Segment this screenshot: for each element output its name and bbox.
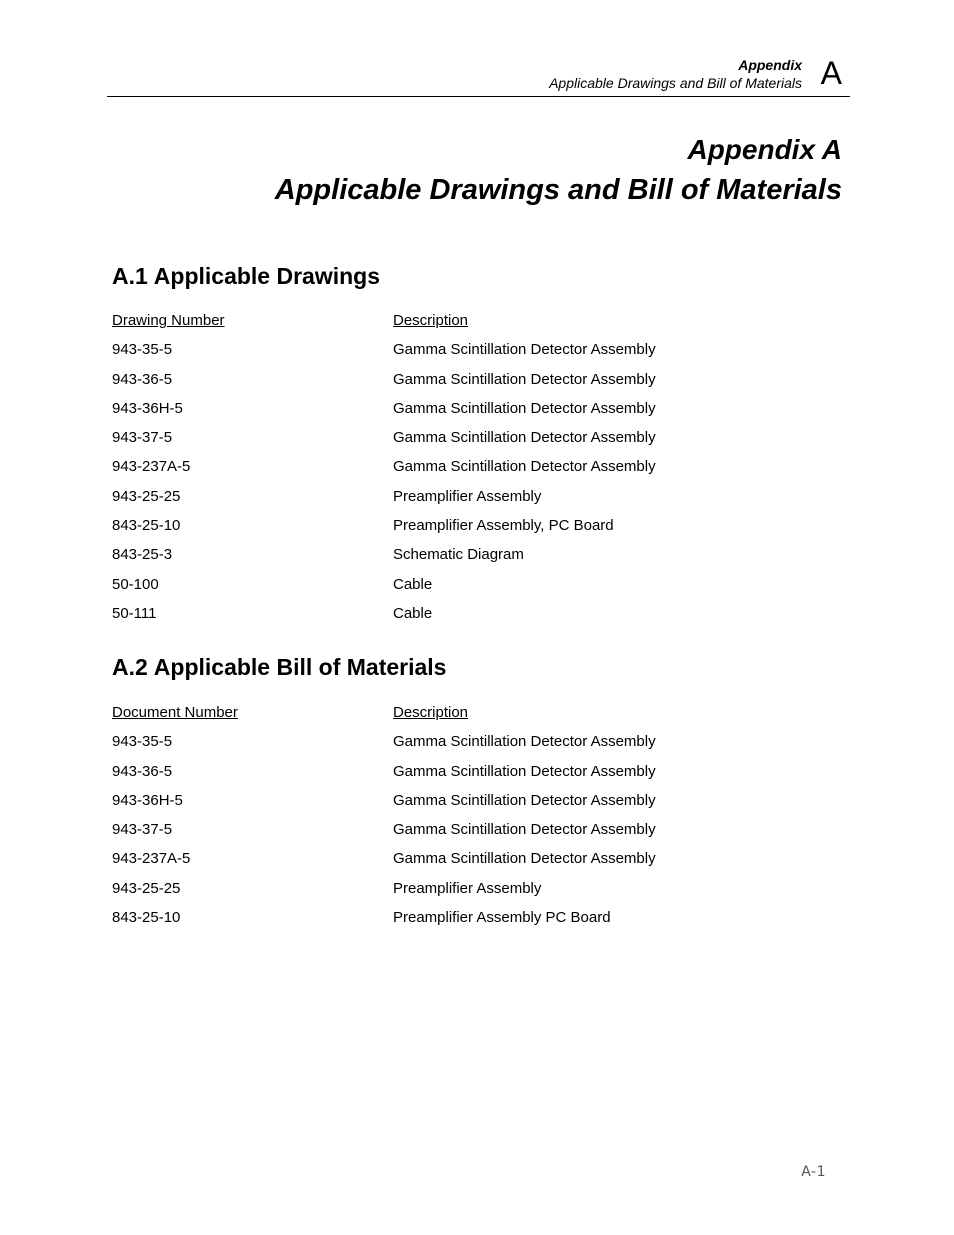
running-header bbox=[107, 54, 850, 97]
running-header-label: Appendix bbox=[738, 57, 802, 73]
table-row bbox=[112, 516, 812, 545]
document-number-cell: 843-25-10 bbox=[112, 517, 181, 535]
description-cell: Gamma Scintillation Detector Assembly bbox=[393, 341, 656, 359]
table-row bbox=[112, 340, 812, 369]
drawings-table-body bbox=[112, 340, 812, 633]
description-cell: Gamma Scintillation Detector Assembly bbox=[393, 370, 656, 388]
table-row bbox=[112, 849, 812, 878]
table-row bbox=[112, 575, 812, 604]
document-number-cell: 943-37-5 bbox=[112, 429, 173, 447]
document-number-cell: 50-111 bbox=[112, 604, 157, 622]
table-row bbox=[112, 545, 812, 574]
description-cell: Cable bbox=[393, 575, 433, 593]
bill-of-materials-table bbox=[112, 703, 812, 937]
section-heading-bill-of-materials bbox=[112, 652, 446, 682]
document-number-cell: 943-35-5 bbox=[112, 733, 173, 751]
table-row bbox=[112, 370, 812, 399]
appendix-letter: A bbox=[820, 55, 842, 91]
description-cell: Preamplifier Assembly bbox=[393, 879, 542, 897]
table-header-row bbox=[112, 311, 812, 340]
document-number-cell: 943-36H-5 bbox=[112, 399, 183, 417]
column-header-description: Description bbox=[393, 704, 469, 721]
description-cell: Preamplifier Assembly, PC Board bbox=[393, 517, 614, 535]
table-row bbox=[112, 879, 812, 908]
column-header-number: Document Number bbox=[112, 704, 238, 721]
table-row bbox=[112, 908, 812, 937]
description-cell: Gamma Scintillation Detector Assembly bbox=[393, 762, 656, 780]
document-number-cell: 943-37-5 bbox=[112, 821, 173, 839]
table-row bbox=[112, 820, 812, 849]
section-title: Applicable Bill of Materials bbox=[153, 654, 447, 680]
description-cell: Preamplifier Assembly PC Board bbox=[393, 909, 611, 927]
document-number-cell: 943-36H-5 bbox=[112, 791, 183, 809]
column-header-description: Description bbox=[393, 312, 469, 329]
document-number-cell: 943-25-25 bbox=[112, 879, 181, 897]
page-number: A-1 bbox=[801, 1164, 826, 1180]
table-row bbox=[112, 732, 812, 761]
description-cell: Gamma Scintillation Detector Assembly bbox=[393, 429, 656, 447]
document-number-cell: 943-36-5 bbox=[112, 762, 173, 780]
page-title-line1: Appendix A bbox=[687, 134, 842, 165]
description-cell: Preamplifier Assembly bbox=[393, 487, 542, 505]
running-header-subtitle: Applicable Drawings and Bill of Materials bbox=[549, 75, 802, 91]
document-number-cell: 943-25-25 bbox=[112, 487, 181, 505]
table-header-row bbox=[112, 703, 812, 732]
description-cell: Gamma Scintillation Detector Assembly bbox=[393, 821, 656, 839]
page-title-line2: Applicable Drawings and Bill of Materials bbox=[274, 174, 842, 206]
document-number-cell: 943-35-5 bbox=[112, 341, 173, 359]
running-header-text bbox=[549, 56, 802, 92]
document-number-cell: 943-237A-5 bbox=[112, 458, 191, 476]
description-cell: Schematic Diagram bbox=[393, 546, 524, 564]
section-heading-drawings bbox=[112, 261, 380, 291]
section-number: A.2 bbox=[112, 654, 148, 680]
column-header-number: Drawing Number bbox=[112, 312, 225, 329]
table-row bbox=[112, 399, 812, 428]
table-row bbox=[112, 604, 812, 633]
table-row bbox=[112, 457, 812, 486]
table-row bbox=[112, 487, 812, 516]
page-title bbox=[275, 130, 842, 210]
description-cell: Gamma Scintillation Detector Assembly bbox=[393, 733, 656, 751]
description-cell: Cable bbox=[393, 604, 433, 622]
bill-of-materials-table-body bbox=[112, 732, 812, 937]
document-number-cell: 943-36-5 bbox=[112, 370, 173, 388]
document-number-cell: 843-25-3 bbox=[112, 546, 173, 564]
description-cell: Gamma Scintillation Detector Assembly bbox=[393, 850, 656, 868]
description-cell: Gamma Scintillation Detector Assembly bbox=[393, 791, 656, 809]
description-cell: Gamma Scintillation Detector Assembly bbox=[393, 458, 656, 476]
description-cell: Gamma Scintillation Detector Assembly bbox=[393, 399, 656, 417]
document-number-cell: 943-237A-5 bbox=[112, 850, 191, 868]
section-number: A.1 bbox=[112, 263, 148, 289]
section-title: Applicable Drawings bbox=[153, 263, 381, 289]
table-row bbox=[112, 428, 812, 457]
document-number-cell: 50-100 bbox=[112, 575, 159, 593]
drawings-table bbox=[112, 311, 812, 633]
table-row bbox=[112, 791, 812, 820]
document-number-cell: 843-25-10 bbox=[112, 909, 181, 927]
table-row bbox=[112, 762, 812, 791]
